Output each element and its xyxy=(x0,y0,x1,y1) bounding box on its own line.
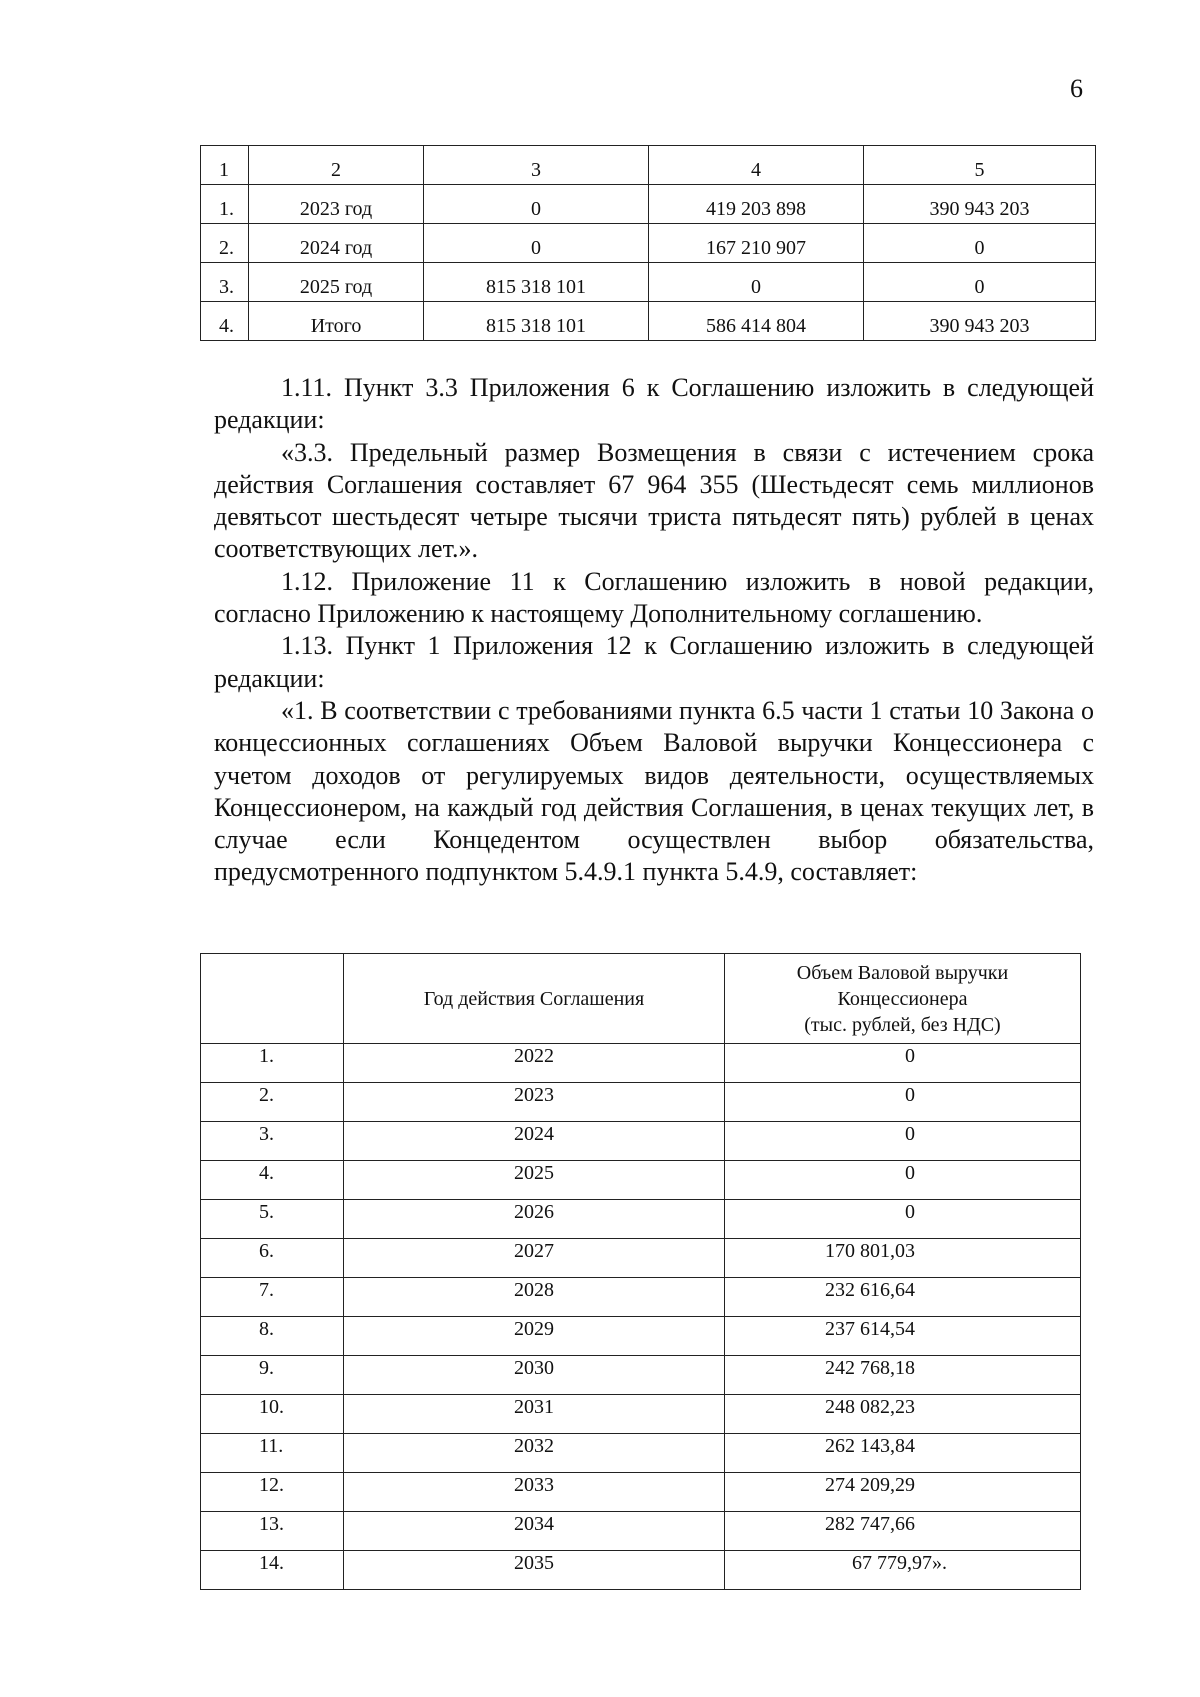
row-number: 5. xyxy=(201,1200,344,1239)
table-row xyxy=(201,1161,1081,1200)
row-value: 242 768,18 xyxy=(825,1357,915,1379)
table-row xyxy=(201,1083,1081,1122)
row-year: 2022 xyxy=(344,1044,725,1083)
paragraph-text: 1.12. Приложение 11 к Соглашению изложить в новой редакции, согласно Приложению к настоящему Дополнительному соглашению. xyxy=(214,566,1094,629)
table-row xyxy=(201,1473,1081,1512)
row-number: 10. xyxy=(201,1395,344,1434)
table-cell: 1 xyxy=(201,146,249,185)
row-value-cell xyxy=(725,1395,1081,1434)
table-row xyxy=(201,1356,1081,1395)
row-number: 9. xyxy=(201,1356,344,1395)
table-row xyxy=(201,1317,1081,1356)
table-cell: 5 xyxy=(864,146,1096,185)
row-number: 1. xyxy=(201,1044,344,1083)
row-value: 248 082,23 xyxy=(825,1396,915,1418)
row-number: 13. xyxy=(201,1512,344,1551)
row-value-cell xyxy=(725,1434,1081,1473)
paragraph-1-13 xyxy=(214,630,1094,695)
table-row xyxy=(201,1512,1081,1551)
row-value-cell xyxy=(725,1122,1081,1161)
table-row xyxy=(201,1434,1081,1473)
row-value-cell xyxy=(725,1317,1081,1356)
row-value: 262 143,84 xyxy=(825,1435,915,1457)
table-row-total xyxy=(201,302,1096,341)
row-number: 8. xyxy=(201,1317,344,1356)
row-value: 0 xyxy=(905,1123,915,1145)
page-number: 6 xyxy=(1070,74,1083,103)
table-cell: 390 943 203 xyxy=(864,302,1096,341)
table-cell: 419 203 898 xyxy=(649,185,864,224)
row-number: 2. xyxy=(201,1083,344,1122)
row-year: 2034 xyxy=(344,1512,725,1551)
funding-table xyxy=(200,145,1096,341)
header-cell-year: Год действия Соглашения xyxy=(344,954,725,1044)
row-year: 2028 xyxy=(344,1278,725,1317)
table-row xyxy=(201,1122,1081,1161)
table-row xyxy=(201,1200,1081,1239)
row-year: 2032 xyxy=(344,1434,725,1473)
row-value: 0 xyxy=(905,1084,915,1106)
table-cell: 2 xyxy=(249,146,424,185)
table-cell: 0 xyxy=(424,224,649,263)
table-body xyxy=(201,1044,1081,1590)
paragraph-1-quote xyxy=(214,695,1094,889)
table-cell: 2. xyxy=(201,224,249,263)
row-year: 2027 xyxy=(344,1239,725,1278)
row-value-cell xyxy=(725,1239,1081,1278)
row-value-cell xyxy=(725,1161,1081,1200)
row-value-cell xyxy=(725,1278,1081,1317)
header-cell-revenue xyxy=(725,954,1081,1044)
row-value-cell xyxy=(725,1083,1081,1122)
revenue-table xyxy=(200,953,1081,1590)
table-row xyxy=(201,1551,1081,1590)
row-number: 4. xyxy=(201,1161,344,1200)
row-value-cell xyxy=(725,1473,1081,1512)
header-line: Концессионера xyxy=(837,987,968,1010)
table-cell: Итого xyxy=(249,302,424,341)
table-row xyxy=(201,1239,1081,1278)
table-row xyxy=(201,1278,1081,1317)
row-year: 2023 xyxy=(344,1083,725,1122)
table-cell: 3. xyxy=(201,263,249,302)
document-body xyxy=(214,372,1094,889)
table-cell: 0 xyxy=(864,224,1096,263)
row-year: 2035 xyxy=(344,1551,725,1590)
row-value: 232 616,64 xyxy=(825,1279,915,1301)
table-cell: 0 xyxy=(649,263,864,302)
table-cell: 0 xyxy=(424,185,649,224)
table-header-row xyxy=(201,954,1081,1044)
paragraph-1-12 xyxy=(214,566,1094,631)
paragraph-text: «3.3. Предельный размер Возмещения в связи с истечением срока действия Соглашения составляет 67 964 355 (Шестьдесят семь миллионов девятьсот шестьдесят четыре тысячи триста пятьдесят пять) рублей в ценах соответствующих лет.». xyxy=(214,437,1094,564)
table-cell: 815 318 101 xyxy=(424,263,649,302)
row-year: 2029 xyxy=(344,1317,725,1356)
table-row xyxy=(201,263,1096,302)
table-cell: 4 xyxy=(649,146,864,185)
table-row xyxy=(201,1044,1081,1083)
table-cell: 2023 год xyxy=(249,185,424,224)
row-number: 6. xyxy=(201,1239,344,1278)
table-cell: 2024 год xyxy=(249,224,424,263)
row-value: 237 614,54 xyxy=(825,1318,915,1340)
row-number: 11. xyxy=(201,1434,344,1473)
table-header-row xyxy=(201,146,1096,185)
row-value: 0 xyxy=(905,1162,915,1184)
table-row xyxy=(201,1395,1081,1434)
table-row xyxy=(201,224,1096,263)
paragraph-1-11 xyxy=(214,372,1094,437)
row-number: 14. xyxy=(201,1551,344,1590)
header-cell-number xyxy=(201,954,344,1044)
row-year: 2031 xyxy=(344,1395,725,1434)
paragraph-text: 1.13. Пункт 1 Приложения 12 к Соглашению изложить в следующей редакции: xyxy=(214,631,1094,693)
row-year: 2030 xyxy=(344,1356,725,1395)
row-number: 7. xyxy=(201,1278,344,1317)
header-line: (тыс. рублей, без НДС) xyxy=(804,1013,1001,1036)
row-value: 170 801,03 xyxy=(825,1240,915,1262)
row-year: 2026 xyxy=(344,1200,725,1239)
row-year: 2025 xyxy=(344,1161,725,1200)
row-value-cell xyxy=(725,1512,1081,1551)
table-cell: 4. xyxy=(201,302,249,341)
row-value-cell xyxy=(725,1044,1081,1083)
paragraph-text: «1. В соответствии с требованиями пункта 6.5 части 1 статьи 10 Закона о концессионных соглашениях Объем Валовой выручки Концессионера с учетом доходов от регулируемых видов деятельности, осуществляемых Концессионером, на каждый год действия Соглашения, в ценах текущих лет, в случае если Концедентом осуществлен выбор обязательства, предусмотренного подпунктом 5.4.9.1 пункта 5.4.9, составляет: xyxy=(214,695,1094,887)
row-value: 282 747,66 xyxy=(825,1513,915,1535)
table-row xyxy=(201,185,1096,224)
row-number: 12. xyxy=(201,1473,344,1512)
row-number: 3. xyxy=(201,1122,344,1161)
table-cell: 1. xyxy=(201,185,249,224)
table-cell: 3 xyxy=(424,146,649,185)
row-year: 2024 xyxy=(344,1122,725,1161)
table-cell: 167 210 907 xyxy=(649,224,864,263)
row-value: 274 209,29 xyxy=(825,1474,915,1496)
paragraph-text: 1.11. Пункт 3.3 Приложения 6 к Соглашению изложить в следующей редакции: xyxy=(214,373,1094,435)
header-line: Объем Валовой выручки xyxy=(796,961,1009,984)
paragraph-3-3-quote xyxy=(214,437,1094,566)
table-cell: 2025 год xyxy=(249,263,424,302)
table-cell: 815 318 101 xyxy=(424,302,649,341)
row-year: 2033 xyxy=(344,1473,725,1512)
row-value: 67 779,97». xyxy=(852,1552,947,1574)
row-value: 0 xyxy=(905,1201,915,1223)
table-cell: 586 414 804 xyxy=(649,302,864,341)
row-value-cell xyxy=(725,1356,1081,1395)
table-cell: 390 943 203 xyxy=(864,185,1096,224)
table-cell: 0 xyxy=(864,263,1096,302)
row-value-cell xyxy=(725,1200,1081,1239)
row-value: 0 xyxy=(905,1045,915,1067)
row-value-cell xyxy=(725,1551,1081,1590)
